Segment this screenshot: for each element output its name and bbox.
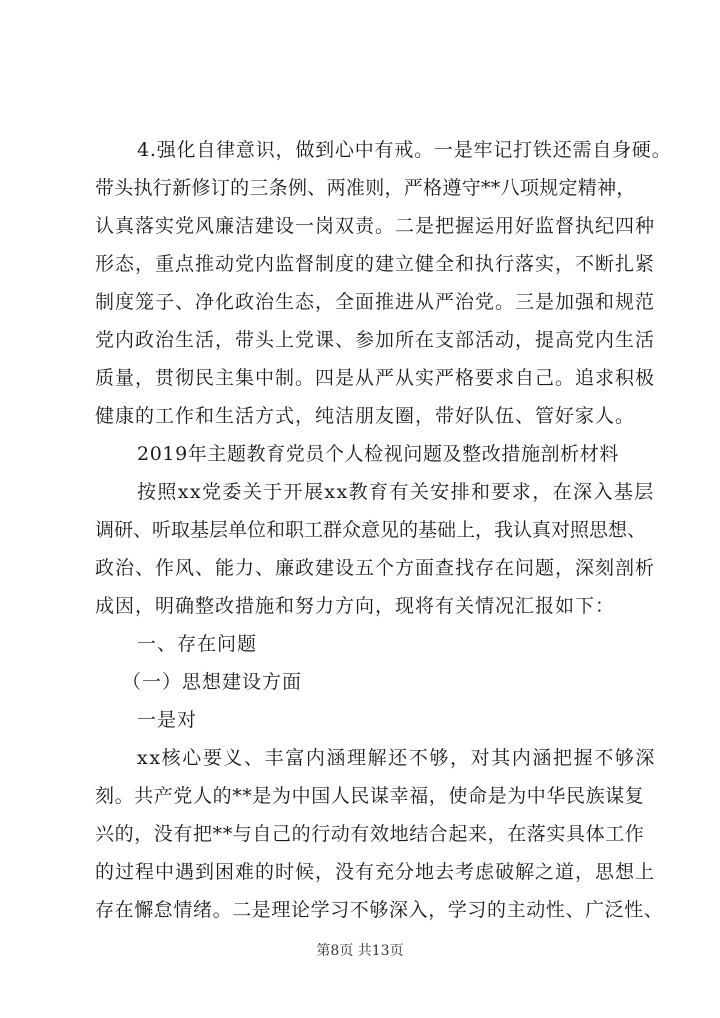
text-line: 健康的工作和生活方式，纯洁朋友圈，带好队伍、管好家人。 xyxy=(95,405,636,427)
text-line: 政治、作风、能力、廉政建设五个方面查找存在问题，深刻剖析 xyxy=(95,557,656,579)
text-line: 一是对 xyxy=(137,709,198,731)
text-line: xx核心要义、丰富内涵理解还不够，对其内涵把握不够深 xyxy=(137,747,657,769)
heading-line: 2019年主题教育党员个人检视问题及整改措施剖析材料 xyxy=(137,443,619,465)
subsection-heading: （一）思想建设方面 xyxy=(122,671,303,693)
text-line: 兴的，没有把**与自己的行动有效地结合起来，在落实具体工作 xyxy=(95,823,645,845)
text-line: 质量，贯彻民主集中制。四是从严从实严格要求自己。追求积极 xyxy=(95,367,656,389)
section-heading: 一、存在问题 xyxy=(137,633,258,655)
text-line: 党内政治生活，带头上党课、参加所在支部活动，提高党内生活 xyxy=(95,329,656,351)
text-line: 形态，重点推动党内监督制度的建立健全和执行落实，不断扎紧 xyxy=(95,253,656,275)
text-line: 刻。共产党人的**是为中国人民谋幸福，使命是为中华民族谋复 xyxy=(95,785,645,807)
text-line: 成因，明确整改措施和努力方向，现将有关情况汇报如下： xyxy=(95,595,616,617)
text-line: 认真落实党风廉洁建设一岗双责。二是把握运用好监督执纪四种 xyxy=(95,215,656,237)
text-line: 4.强化自律意识，做到心中有戒。一是牢记打铁还需自身硬。 xyxy=(137,139,672,161)
text-line: 按照xx党委关于开展xx教育有关安排和要求，在深入基层 xyxy=(137,481,655,503)
text-line: 的过程中遇到困难的时候，没有充分地去考虑破解之道，思想上 xyxy=(95,861,656,883)
text-line: 调研、听取基层单位和职工群众意见的基础上，我认真对照思想、 xyxy=(95,519,647,541)
page-footer: 第8页 共13页 xyxy=(316,943,404,959)
text-line: 带头执行新修订的三条例、两准则，严格遵守**八项规定精神， xyxy=(95,177,636,199)
text-line: 存在懈怠情绪。二是理论学习不够深入，学习的主动性、广泛性、 xyxy=(95,899,664,921)
text-line: 制度笼子、净化政治生态，全面推进从严治党。三是加强和规范 xyxy=(95,291,656,313)
